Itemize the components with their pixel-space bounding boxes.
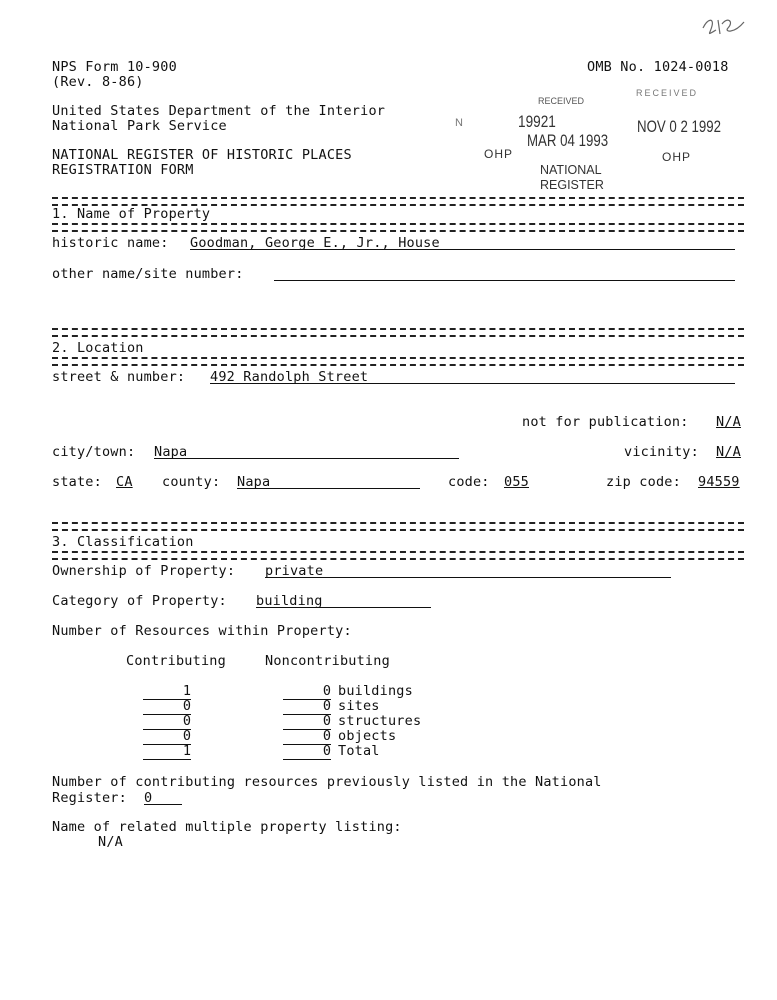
previously-listed-text: Number of contributing resources previously listed in the National xyxy=(52,774,602,790)
ownership-value: private xyxy=(265,563,324,579)
noncontributing-structures[interactable]: 0 xyxy=(283,714,331,730)
stamp-ref-partial: N xyxy=(455,117,463,129)
resource-label-structures: structures xyxy=(338,713,422,729)
code-value[interactable]: 055 xyxy=(504,474,529,490)
resources-label: Number of Resources within Property: xyxy=(52,623,352,639)
section3-heading: 3. Classification xyxy=(52,534,194,550)
zip-label: zip code: xyxy=(606,474,681,490)
contributing-structures[interactable]: 0 xyxy=(143,714,191,730)
noncontributing-objects[interactable]: 0 xyxy=(283,729,331,745)
zip-value[interactable]: 94559 xyxy=(698,474,740,490)
contributing-total[interactable]: 1 xyxy=(143,744,191,760)
city-label: city/town: xyxy=(52,444,136,460)
department-name: United States Department of the Interior xyxy=(52,103,386,119)
section-divider xyxy=(52,197,744,206)
section-divider xyxy=(52,357,744,366)
contributing-header: Contributing xyxy=(126,653,226,669)
stamp-ohp-left: OHP xyxy=(484,147,514,161)
resource-label-total: Total xyxy=(338,743,380,759)
resource-label-sites: sites xyxy=(338,698,380,714)
contributing-objects[interactable]: 0 xyxy=(143,729,191,745)
historic-name-label: historic name: xyxy=(52,235,169,251)
contributing-sites[interactable]: 0 xyxy=(143,699,191,715)
ownership-field[interactable] xyxy=(265,563,671,578)
stamp-register: REGISTER xyxy=(540,178,604,192)
previously-listed-field[interactable] xyxy=(144,790,182,805)
section1-heading: 1. Name of Property xyxy=(52,206,211,222)
vicinity-label: vicinity: xyxy=(624,444,699,460)
ownership-label: Ownership of Property: xyxy=(52,563,236,579)
city-value: Napa xyxy=(154,444,188,460)
service-name: National Park Service xyxy=(52,118,227,134)
other-name-label: other name/site number: xyxy=(52,266,244,282)
noncontributing-sites[interactable]: 0 xyxy=(283,699,331,715)
county-field[interactable] xyxy=(237,474,420,489)
stamp-received-date: MAR 04 1993 xyxy=(527,131,609,150)
county-value: Napa xyxy=(237,474,271,490)
section-divider xyxy=(52,328,744,337)
section-divider xyxy=(52,522,744,531)
section-divider xyxy=(52,223,744,232)
received-stamp-right-partial: RECEIVED xyxy=(636,88,699,98)
previously-listed-value: 0 xyxy=(144,790,153,806)
street-label: street & number: xyxy=(52,369,186,385)
historic-name-field[interactable] xyxy=(190,235,735,250)
street-field[interactable] xyxy=(210,369,735,384)
handwritten-initials xyxy=(700,14,748,38)
stamp-national: NATIONAL xyxy=(540,163,602,177)
resource-label-buildings: buildings xyxy=(338,683,413,699)
not-for-publication-label: not for publication: xyxy=(522,414,689,430)
related-listing-label: Name of related multiple property listing: xyxy=(52,819,402,835)
category-label: Category of Property: xyxy=(52,593,227,609)
not-for-publication-value[interactable]: N/A xyxy=(716,414,741,430)
state-label: state: xyxy=(52,474,102,490)
section-divider xyxy=(52,551,744,560)
city-field[interactable] xyxy=(154,444,459,459)
code-label: code: xyxy=(448,474,490,490)
historic-name-value: Goodman, George E., Jr., House xyxy=(190,235,440,251)
contributing-buildings[interactable]: 1 xyxy=(143,684,191,700)
resource-label-objects: objects xyxy=(338,728,397,744)
related-listing-value: N/A xyxy=(98,834,123,850)
register-title: NATIONAL REGISTER OF HISTORIC PLACES xyxy=(52,147,352,163)
received-stamp-partial: RECEIVED xyxy=(538,96,585,106)
category-field[interactable] xyxy=(256,593,431,608)
previously-listed-label: Register: xyxy=(52,790,127,806)
noncontributing-buildings[interactable]: 0 xyxy=(283,684,331,700)
state-value[interactable]: CA xyxy=(116,474,133,490)
category-value: building xyxy=(256,593,323,609)
noncontributing-header: Noncontributing xyxy=(265,653,390,669)
stamp-ohp-right: OHP xyxy=(662,150,692,164)
section2-heading: 2. Location xyxy=(52,340,144,356)
form-title: REGISTRATION FORM xyxy=(52,162,194,178)
street-value: 492 Randolph Street xyxy=(210,369,369,385)
form-id: NPS Form 10-900 xyxy=(52,59,177,75)
stamp-date-right: NOV 0 2 1992 xyxy=(637,117,722,136)
vicinity-value[interactable]: N/A xyxy=(716,444,741,460)
form-revision: (Rev. 8-86) xyxy=(52,74,144,90)
other-name-field[interactable] xyxy=(274,266,735,281)
noncontributing-total[interactable]: 0 xyxy=(283,744,331,760)
omb-number: OMB No. 1024-0018 xyxy=(587,59,729,75)
county-label: county: xyxy=(162,474,221,490)
stamp-ref-number: 19921 xyxy=(518,112,556,131)
